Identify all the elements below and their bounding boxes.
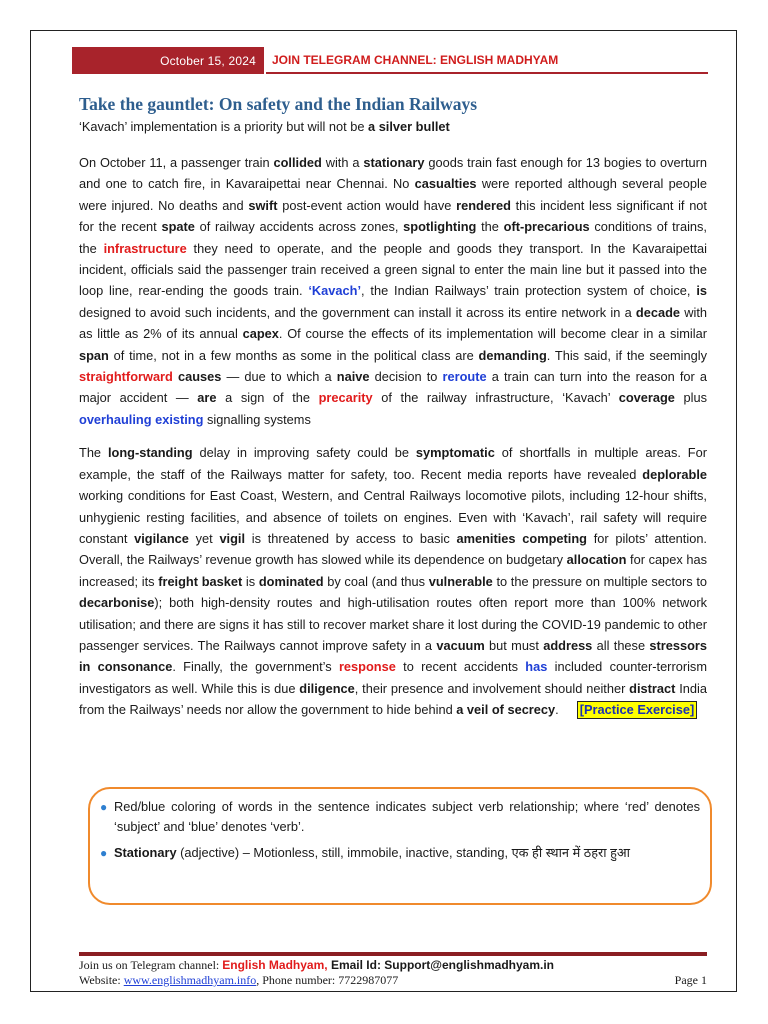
text-run: is threatened by access to basic xyxy=(245,530,457,546)
text-run: — due to which a xyxy=(221,369,337,385)
date-text: October 15, 2024 xyxy=(160,53,256,68)
vocab-word: demanding xyxy=(478,347,547,363)
footer-contact xyxy=(79,973,398,988)
vocab-word: rendered xyxy=(456,197,511,213)
footer xyxy=(79,958,707,988)
text-run: of the railway infrastructure, ‘Kavach’ xyxy=(372,390,619,406)
text-run: The xyxy=(79,445,108,461)
text-run: , their presence and involvement should neither xyxy=(354,680,630,696)
vocab-word: distract xyxy=(629,680,676,696)
vocab-word: address xyxy=(543,637,593,653)
text-run: to the pressure on multiple sectors to xyxy=(492,573,708,589)
text-run: of time, not in a few months as some in the political class are xyxy=(108,347,479,363)
vocab-word: swift xyxy=(248,197,278,213)
vocab-word: spotlighting xyxy=(403,219,477,235)
vocab-word: diligence xyxy=(299,680,355,696)
footer-website-label: Website: xyxy=(79,973,124,987)
vocab-word: vulnerable xyxy=(428,573,493,589)
text-run: this incident less significant if not for the recent xyxy=(79,197,707,235)
text-run: with as little as 2% of its annual xyxy=(79,304,708,342)
text-run: ); both high-density routes and high-utilisation routes often report more than 100% network utilisation; and there are signs it has still to recover market share it lost during the COVID-19 pandemic to other passenger services. The Railways cannot improve safety in a xyxy=(79,595,707,653)
note-text: Red/blue coloring of words in the sentence indicates subject verb relationship; where ‘red’ denotes ‘subject’ and ‘blue’ denotes ‘verb’. xyxy=(114,799,700,834)
footer-channel-name[interactable]: English Madhyam, xyxy=(222,958,328,972)
telegram-channel-banner[interactable] xyxy=(266,47,708,74)
vocab-word: stationary xyxy=(363,155,425,170)
vocab-word: long-standing xyxy=(107,445,193,461)
subject-word: infrastructure xyxy=(103,240,187,256)
vocab-word: spate xyxy=(161,219,195,235)
vocab-word: decade xyxy=(635,304,681,320)
subtitle-text: ‘Kavach’ implementation is a priority but will not be xyxy=(79,119,369,134)
header-bar xyxy=(72,47,708,74)
text-run: of railway accidents across zones, xyxy=(194,219,404,235)
practice-exercise-link[interactable]: [Practice Exercise] xyxy=(577,701,698,719)
text-run: . Finally, the government’s xyxy=(172,659,339,675)
verb-word: ‘Kavach’ xyxy=(308,283,361,299)
note-item xyxy=(100,797,700,837)
note-item xyxy=(100,843,700,863)
note-definition xyxy=(114,843,700,863)
channel-text: JOIN TELEGRAM CHANNEL: ENGLISH MADHYAM xyxy=(272,52,559,67)
text-run: decision to xyxy=(369,369,443,385)
footer-website-link[interactable]: www.englishmadhyam.info xyxy=(123,973,257,987)
vocab-word: oft-precarious xyxy=(503,219,590,235)
vocab-word: a veil of secrecy xyxy=(456,702,556,718)
text-run: yet xyxy=(188,530,220,546)
vocab-word: decarbonise xyxy=(79,595,155,611)
footer-line-1 xyxy=(79,958,707,973)
paragraph-1 xyxy=(79,152,707,430)
vocab-word: symptomatic xyxy=(415,445,495,461)
footer-phone: , Phone number: 7722987077 xyxy=(256,973,399,987)
text-run: . Of course the effects of its implementation will become clear in a similar xyxy=(278,326,707,342)
verb-word: reroute xyxy=(442,369,487,385)
text-run: On October 11, a passenger train xyxy=(79,155,274,170)
text-run: with a xyxy=(321,155,364,170)
bullet-icon: ● xyxy=(100,800,108,814)
vocab-word: stressors in consonance xyxy=(79,637,708,675)
verb-word: has xyxy=(525,659,548,675)
vocab-word: allocation xyxy=(566,552,627,568)
text-run: by coal (and thus xyxy=(323,573,429,589)
text-run: all these xyxy=(592,637,650,653)
vocab-word: amenities competing xyxy=(456,530,587,546)
text-run: plus xyxy=(674,390,708,406)
vocab-word: collided xyxy=(273,155,322,170)
vocab-word: dominated xyxy=(258,573,324,589)
text-run: the xyxy=(476,219,504,235)
text-run: goods train fast enough for 13 bogies to overturn and one to catch fire, in Kavaraipettai near Chennai. No xyxy=(79,155,707,192)
subject-word: precarity xyxy=(318,390,373,406)
note-term: Stationary xyxy=(114,845,177,860)
vocab-word: causes xyxy=(177,369,222,385)
vocab-word: are xyxy=(197,390,217,406)
bullet-icon: ● xyxy=(100,846,108,860)
vocab-word: deplorable xyxy=(642,466,707,482)
article-subtitle xyxy=(79,118,707,135)
subject-word: straightforward xyxy=(79,369,173,385)
footer-line-2 xyxy=(79,973,707,988)
note-definition-text: (adjective) – Motionless, still, immobile, inactive, standing, एक ही स्थान में ठहरा हुआ xyxy=(176,845,630,860)
text-run: included counter-terrorism investigators as well. While this is due xyxy=(79,659,707,696)
text-run: for pilots’ attention. Overall, the Railways’ revenue growth has slowed while its dependence on budgetary xyxy=(79,530,707,568)
text-run: a train can turn into the reason for a major accident — xyxy=(79,369,707,406)
text-run: of shortfalls in multiple areas. For example, the staff of the Railways matter for safety, too. Recent media reports have revealed xyxy=(79,445,708,482)
vocab-word: freight basket xyxy=(158,573,243,589)
text-run: a sign of the xyxy=(216,390,319,406)
vocab-word: capex xyxy=(242,326,279,342)
vocab-word: naive xyxy=(336,369,370,385)
footer-divider xyxy=(79,952,707,956)
text-run: designed to avoid such incidents, and the government can install it across its entire network in a xyxy=(79,304,636,320)
vocab-word: vigil xyxy=(219,530,246,546)
vocab-word: coverage xyxy=(618,390,675,406)
text-run: , the Indian Railways’ train protection system of choice, xyxy=(361,283,697,299)
article xyxy=(79,93,707,721)
text-run: but must xyxy=(484,637,544,653)
date-badge xyxy=(72,47,264,74)
text-run: were reported although several people were injured. No deaths and xyxy=(79,176,707,213)
vocab-word: is xyxy=(696,283,707,299)
text-run: signalling systems xyxy=(203,411,311,427)
subject-word: response xyxy=(338,659,396,675)
footer-join-text: Join us on Telegram channel: xyxy=(79,958,223,972)
notes-box xyxy=(88,787,712,905)
verb-word: overhauling existing xyxy=(79,411,204,427)
vocab-word: vacuum xyxy=(436,637,485,653)
vocab-word: casualties xyxy=(414,176,477,192)
paragraph-2 xyxy=(79,442,707,720)
text-run: to recent accidents xyxy=(395,659,526,675)
vocab-word: span xyxy=(79,347,109,363)
text-run: . This said, if the seemingly xyxy=(546,347,707,363)
page-number: Page 1 xyxy=(674,973,707,987)
text-run: delay in improving safety could be xyxy=(192,445,416,461)
text-run: for capex has increased; its xyxy=(79,552,708,589)
text-run: . xyxy=(555,702,559,718)
text-run: is xyxy=(242,573,259,589)
text-run: conditions of trains, the xyxy=(79,219,707,256)
text-run: India from the Railways’ needs nor allow the government to hide behind xyxy=(79,680,707,718)
text-run: post-event action would have xyxy=(277,197,457,213)
article-title: Take the gauntlet: On safety and the Indian Railways xyxy=(79,94,478,114)
text-run: they need to operate, and the people and goods they transport. In the Kavaraipettai incident, officials said the passenger train received a green signal to enter the main line but it passed into the loop line, rear-ending the goods train. xyxy=(79,240,707,299)
subtitle-emphasis: a silver bullet xyxy=(368,119,450,134)
text-run: working conditions for East Coast, Western, and Central Railways locomotive pilots, including 12-hour shifts, unhygienic resting facilities, and absence of toilets on engines. Even with ‘Kavach’, rail safety will require constant xyxy=(79,488,707,546)
footer-email: Email Id: Support@englishmadhyam.in xyxy=(327,958,555,972)
vocab-word: vigilance xyxy=(134,530,189,546)
